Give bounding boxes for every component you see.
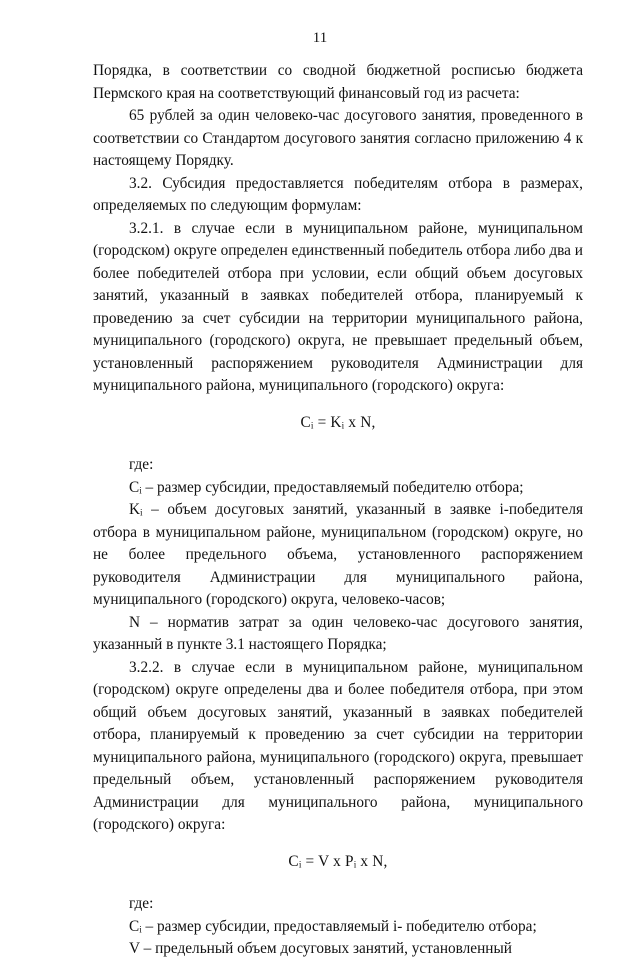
- definition: Cᵢ – размер субсидии, предоставляемый i- победителю отбора;: [129, 917, 537, 935]
- document-body: [93, 60, 583, 961]
- definition: Kᵢ – объем досуговых занятий, указанный в заявке i-победителя отбора в муниципальном районе, муниципальном (городском) округе, но не более предельного объема, установленного распоряжением руководителя Администрации для муниципального района, муниципального (городского) округа, человеко-часов;: [93, 501, 583, 608]
- where-label: где:: [129, 895, 154, 912]
- where-label: где:: [129, 456, 154, 473]
- paragraph: 65 рублей за один человеко-час досугового занятия, проведенного в соответствии со Стандартом досугового занятия согласно приложению 4 к настоящему Порядку.: [93, 107, 583, 169]
- page-number: 11: [312, 30, 328, 46]
- formula: Cᵢ = Kᵢ x N,: [300, 413, 376, 431]
- paragraph: 3.2.1. в случае если в муниципальном районе, муниципальном (городском) округе определен единственный победитель отбора либо два и более победителей отбора при условии, если общий объем досуговых занятий, указанный в заявках победителей отбора, планируемый к проведению за счет субсидии на территории муниципального района, муниципального (городского) округа, не превышает предельный объем, установленный распоряжением руководителя Администрации для муниципального района, муниципального (городского) округа:: [93, 219, 583, 394]
- formula: Cᵢ = V x Pᵢ x N,: [288, 852, 388, 870]
- definition: V – предельный объем досуговых занятий, установленный: [129, 940, 512, 957]
- paragraph: Порядка, в соответствии со сводной бюджетной росписью бюджета Пермского края на соответствующий финансовый год из расчета:: [93, 62, 583, 102]
- paragraph: 3.2. Субсидия предоставляется победителям отбора в размерах, определяемых по следующим формулам:: [93, 174, 583, 214]
- definition: N – норматив затрат за один человеко-час досугового занятия, указанный в пункте 3.1 настоящего Порядка;: [93, 613, 583, 653]
- definition: Cᵢ – размер субсидии, предоставляемый победителю отбора;: [129, 478, 524, 496]
- paragraph: 3.2.2. в случае если в муниципальном районе, муниципальном (городском) округе определены два и более победителя отбора, при этом общий объем досуговых занятий, указанный в заявках победителей отбора, планируемый к проведению за счет субсидии на территории муниципального района, муниципального (городского) округа, превышает предельный объем, установленный распоряжением руководителя Администрации для муниципального района, муниципального (городского) округа:: [93, 658, 583, 833]
